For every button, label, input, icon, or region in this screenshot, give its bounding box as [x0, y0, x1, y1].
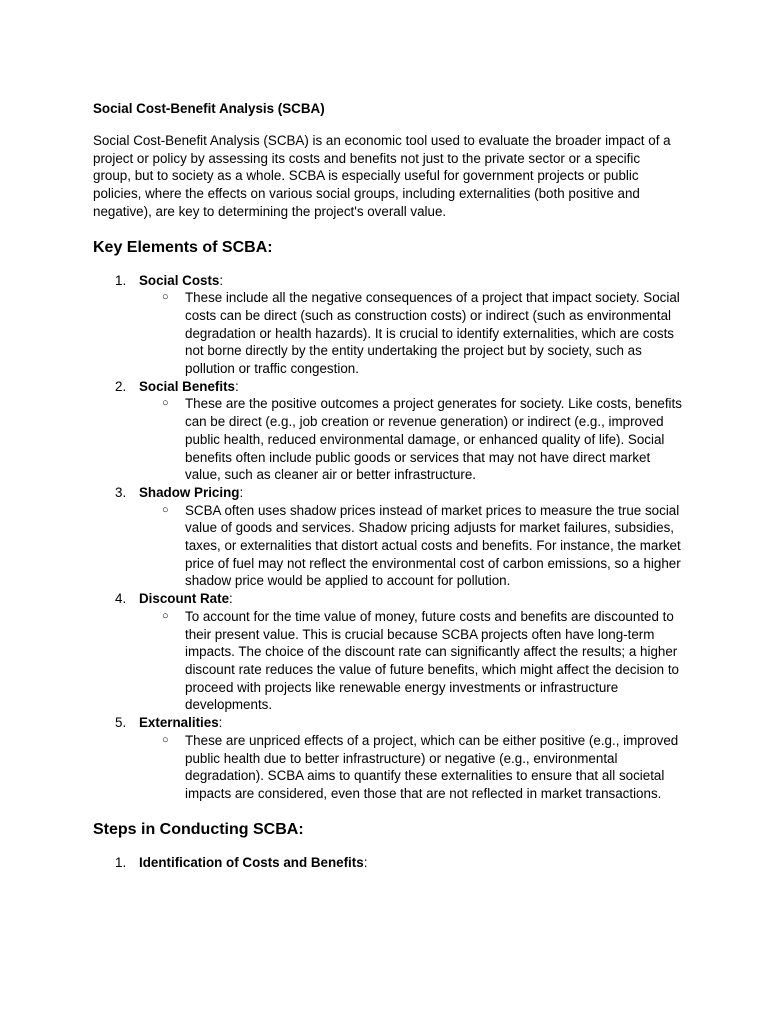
sub-item-text: These are the positive outcomes a project generates for society. Like costs, benefits can be direct (e.g., job creation or revenue generation) or indirect (e.g., improved public health, reduced environmental damage, or enhanced quality of life). Social benefits often include public goods or services that may not have direct market value, such as cleaner air or better infrastructure.	[185, 396, 682, 483]
list-item	[93, 714, 683, 803]
item-colon: :	[363, 854, 368, 870]
sub-item-text: To account for the time value of money, future costs and benefits are discounted to their present value. This is crucial because SCBA projects often have long-term impacts. The choice of the discount rate can significantly affect the results; a higher discount rate reduces the value of future benefits, which might affect the decision to proceed with projects like renewable energy investments or infrastructure developments.	[185, 608, 680, 713]
item-number: 1.	[115, 854, 127, 870]
document-title: Social Cost-Benefit Analysis (SCBA)	[93, 101, 325, 116]
item-number: 4.	[115, 591, 127, 607]
item-term: Shadow Pricing	[139, 484, 240, 500]
list-item	[93, 590, 683, 714]
item-number: 2.	[115, 378, 127, 394]
hollow-bullet-icon: ○	[162, 397, 169, 410]
document-page	[93, 100, 683, 871]
sub-item-text: SCBA often uses shadow prices instead of market prices to measure the true social value of goods and services. Shadow pricing adjusts for market failures, subsidies, taxes, or externalities that distort actual costs and benefits. For instance, the market price of fuel may not reflect the environmental cost of carbon emissions, so a higher shadow price would be applied to account for pollution.	[185, 502, 681, 589]
item-term: Identification of Costs and Benefits	[139, 854, 364, 870]
list-item	[93, 272, 683, 378]
list-item	[93, 484, 683, 590]
sub-item	[139, 289, 685, 378]
steps-list	[93, 854, 683, 872]
list-item	[93, 854, 683, 872]
hollow-bullet-icon: ○	[162, 733, 169, 746]
item-number: 3.	[115, 484, 127, 500]
item-number: 5.	[115, 715, 127, 731]
sub-item	[139, 502, 685, 591]
item-term: Social Costs	[139, 272, 220, 288]
hollow-bullet-icon: ○	[162, 291, 169, 304]
list-item	[93, 378, 683, 484]
hollow-bullet-icon: ○	[162, 609, 169, 622]
sub-item-text: These include all the negative consequences of a project that impact society. Social costs can be direct (such as construction costs) or indirect (such as environmental degradation or health hazards). It is crucial to identify externalities, which are costs not borne directly by the entity undertaking the project but by society, such as pollution or traffic congestion.	[185, 290, 680, 377]
item-term: Discount Rate	[139, 591, 230, 607]
intro-paragraph: Social Cost-Benefit Analysis (SCBA) is an economic tool used to evaluate the broader impact of a project or policy by assessing its costs and benefits not just to the private sector or a specific group, but to society as a whole. SCBA is especially useful for government projects or public policies, where the effects on various social groups, including externalities (both positive and negative), are key to determining the project's overall value.	[93, 133, 671, 219]
sub-item	[139, 608, 685, 714]
key-elements-heading: Key Elements of SCBA:	[93, 238, 273, 256]
hollow-bullet-icon: ○	[162, 503, 169, 516]
sub-item-text: These are unpriced effects of a project, which can be either positive (e.g., improved public health due to better infrastructure) or negative (e.g., environmental degradation). SCBA aims to quantify these externalities to ensure that all societal impacts are considered, even those that are not reflected in market transactions.	[185, 732, 679, 801]
steps-heading: Steps in Conducting SCBA:	[93, 820, 304, 838]
item-colon: :	[219, 272, 224, 288]
item-colon: :	[235, 378, 239, 394]
key-elements-list	[93, 272, 683, 803]
item-colon: :	[218, 715, 223, 731]
item-colon: :	[229, 591, 233, 607]
item-number: 1.	[115, 272, 127, 288]
sub-item	[139, 732, 685, 803]
sub-item	[139, 395, 685, 484]
item-term: Externalities	[139, 715, 219, 731]
item-term: Social Benefits	[139, 378, 235, 394]
item-colon: :	[239, 484, 244, 500]
